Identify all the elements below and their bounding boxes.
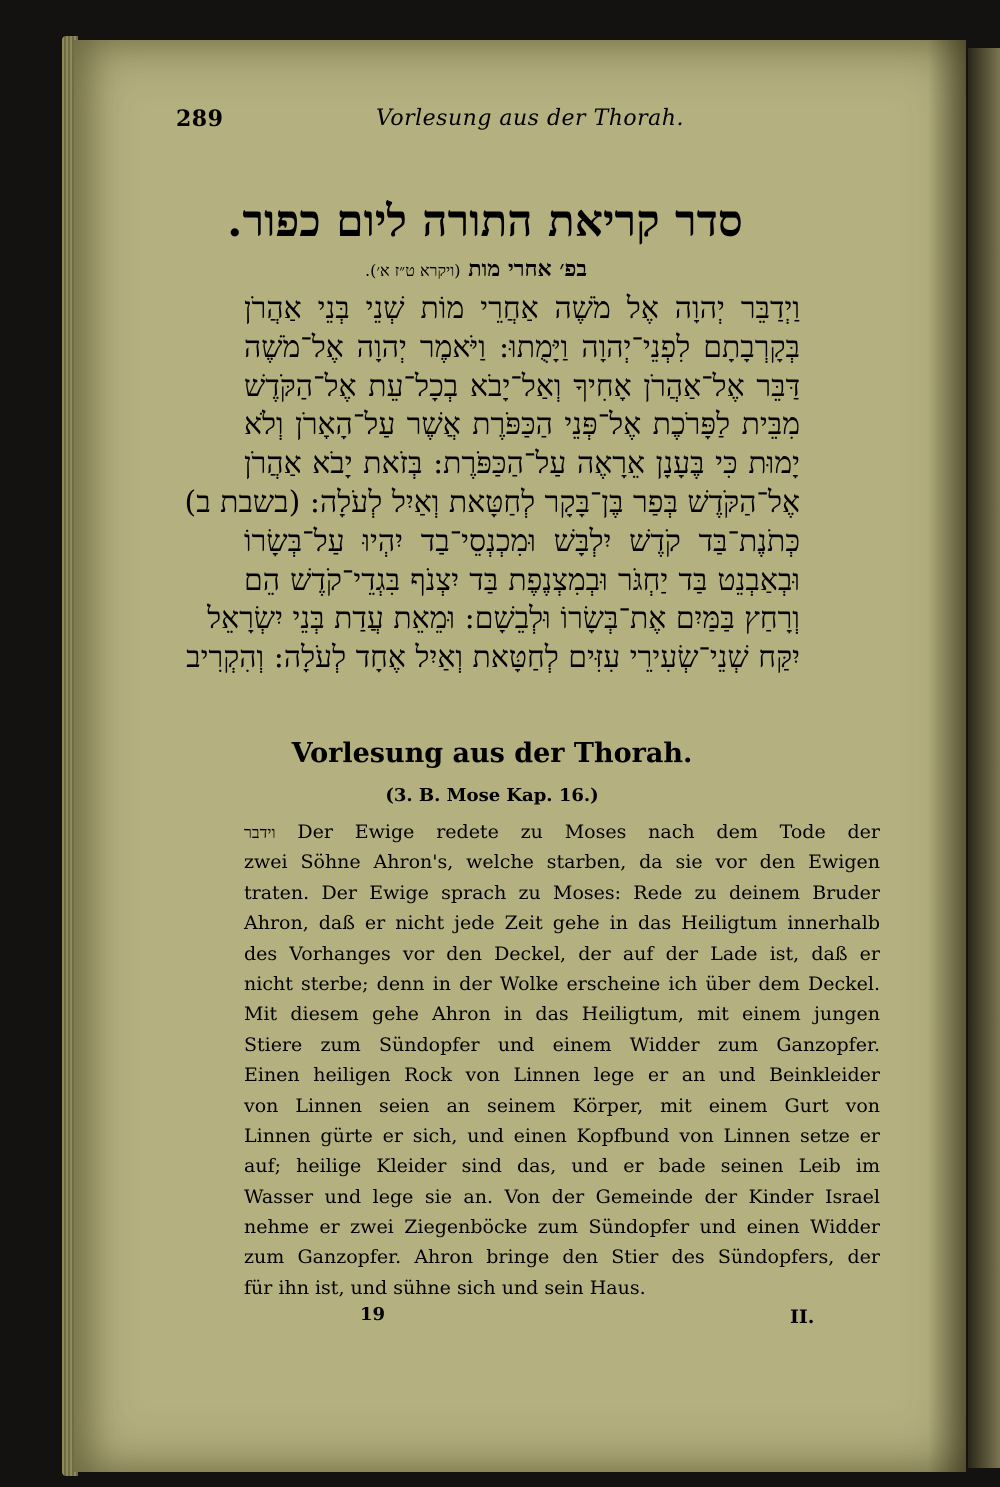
hebrew-title: סדר קריאת התורה ליום כפור. xyxy=(227,196,743,247)
german-line: für ihn ist, und sühne sich und sein Haus. xyxy=(244,1276,646,1299)
german-line: von Linnen seien an seinem Körper, mit einem Gurt von xyxy=(244,1094,880,1117)
hebrew-subtitle-text: בפ׳ אחרי מות xyxy=(468,256,587,282)
german-title: Vorlesung aus der Thorah. xyxy=(291,738,693,769)
german-line: Wasser und lege sie an. Von der Gemeinde der Kinder Israel xyxy=(244,1185,880,1208)
german-line: auf; heilige Kleider sind das, und er bade seinen Leib im xyxy=(244,1155,880,1178)
hebrew-subtitle-ref: (ויקרא ט״ז א׳). xyxy=(364,261,461,280)
hebrew-line: וַיְדַבֵּר יְהוָה אֶל מֹשֶׁה אַחֲרֵי מוֹת שְׁנֵי בְּנֵי אַהֲרֹן xyxy=(244,291,800,326)
hebrew-subtitle xyxy=(160,256,792,282)
volume-mark: II. xyxy=(790,1306,815,1328)
hebrew-line: בְּקָרְבָתָם לִפְנֵי־יְהוָה וַיָּמֻתוּ: וַיֹּאמֶר יְהוָה אֶל־מֹשֶׁה xyxy=(244,329,800,365)
hebrew-line: וּבְאַבְנֵט בַּד יַחְגֹּר וּבְמִצְנֶפֶת בַּד יִצְנֹף בִּגְדֵי־קֹדֶשׁ הֵם xyxy=(244,562,800,598)
german-line: Mit diesem gehe Ahron in das Heiligtum, mit einem jungen xyxy=(244,1003,880,1026)
german-line xyxy=(244,817,880,847)
hebrew-line: יָמוּת כִּי בֶּעָנָן אֵרָאֶה עַל־הַכַּפֹּרֶת: בְּזֹאת יָבֹא אַהֲרֹן xyxy=(244,446,800,482)
hebrew-line: וְרָחַץ בַּמַּיִם אֶת־בְּשָׂרוֹ וּלְבֵשָׁם: וּמֵאֵת עֲדַת בְּנֵי יִשְׂרָאֵל xyxy=(207,601,800,637)
german-line: nicht sterbe; denn in der Wolke erscheine ich über dem Deckel. xyxy=(244,972,880,995)
german-line: nehme er zwei Ziegenböcke zum Sündopfer und einen Widder xyxy=(244,1216,880,1239)
german-line-text: Der Ewige redete zu Moses nach dem Tode der xyxy=(297,821,881,843)
hebrew-line: אֶל־הַקֹּדֶשׁ בְּפַר בֶּן־בָּקָר לְחַטָּאת וְאַיִל לְעֹלָה: (בשבת ב) xyxy=(184,484,800,520)
german-line: Ahron, daß er nicht jede Zeit gehe in das Heiligtum innerhalb xyxy=(244,912,880,935)
binding-shadow xyxy=(928,40,966,1472)
page-number: 289 xyxy=(176,106,224,132)
german-line: Stiere zum Sündopfer und einem Widder zum Ganzopfer. xyxy=(244,1033,880,1056)
german-line: zwei Söhne Ahron's, welche starben, da sie vor den Ewigen xyxy=(244,851,880,874)
hebrew-line: כְּתֹנֶת־בַּד קֹדֶשׁ יִלְבָּשׁ וּמִכְנְסֵי־בַד יִהְיוּ עַל־בְּשָׂרוֹ xyxy=(244,523,800,559)
hebrew-line: דַּבֵּר אֶל־אַהֲרֹן אָחִיךָ וְאַל־יָבֹא בְכָל־עֵת אֶל־הַקֹּדֶשׁ xyxy=(244,368,800,404)
hebrew-line: מִבֵּית לַפָּרֹכֶת אֶל־פְּנֵי הַכַּפֹּרֶת אֲשֶׁר עַל־הָאָרֹן וְלֹא xyxy=(244,407,800,443)
hebrew-line: יִקַּח שְׁנֵי־שְׂעִירֵי עִזִּים לְחַטָּאת וְאַיִל אֶחָד לְעֹלָה: וְהִקְרִיב xyxy=(186,640,800,676)
hebrew-catchword: וידבר xyxy=(244,823,276,842)
german-line: zum Ganzopfer. Ahron bringe den Stier des Sündopfers, der xyxy=(244,1246,880,1269)
facing-page-edge xyxy=(968,48,1000,1468)
german-line: des Vorhanges vor den Deckel, der auf der Lade ist, daß er xyxy=(244,942,880,965)
german-line: traten. Der Ewige sprach zu Moses: Rede zu deinem Bruder xyxy=(244,881,880,904)
german-line: Linnen gürte er sich, und einen Kopfbund von Linnen setze er xyxy=(244,1124,880,1147)
hebrew-text-block xyxy=(184,290,800,678)
german-subtitle: (3. B. Mose Kap. 16.) xyxy=(385,785,599,806)
running-title: Vorlesung aus der Thorah. xyxy=(376,106,684,131)
printer-signature: 19 xyxy=(360,1304,386,1325)
german-text-block xyxy=(244,817,880,1303)
german-line: Einen heiligen Rock von Linnen lege er an und Beinkleider xyxy=(244,1064,880,1087)
